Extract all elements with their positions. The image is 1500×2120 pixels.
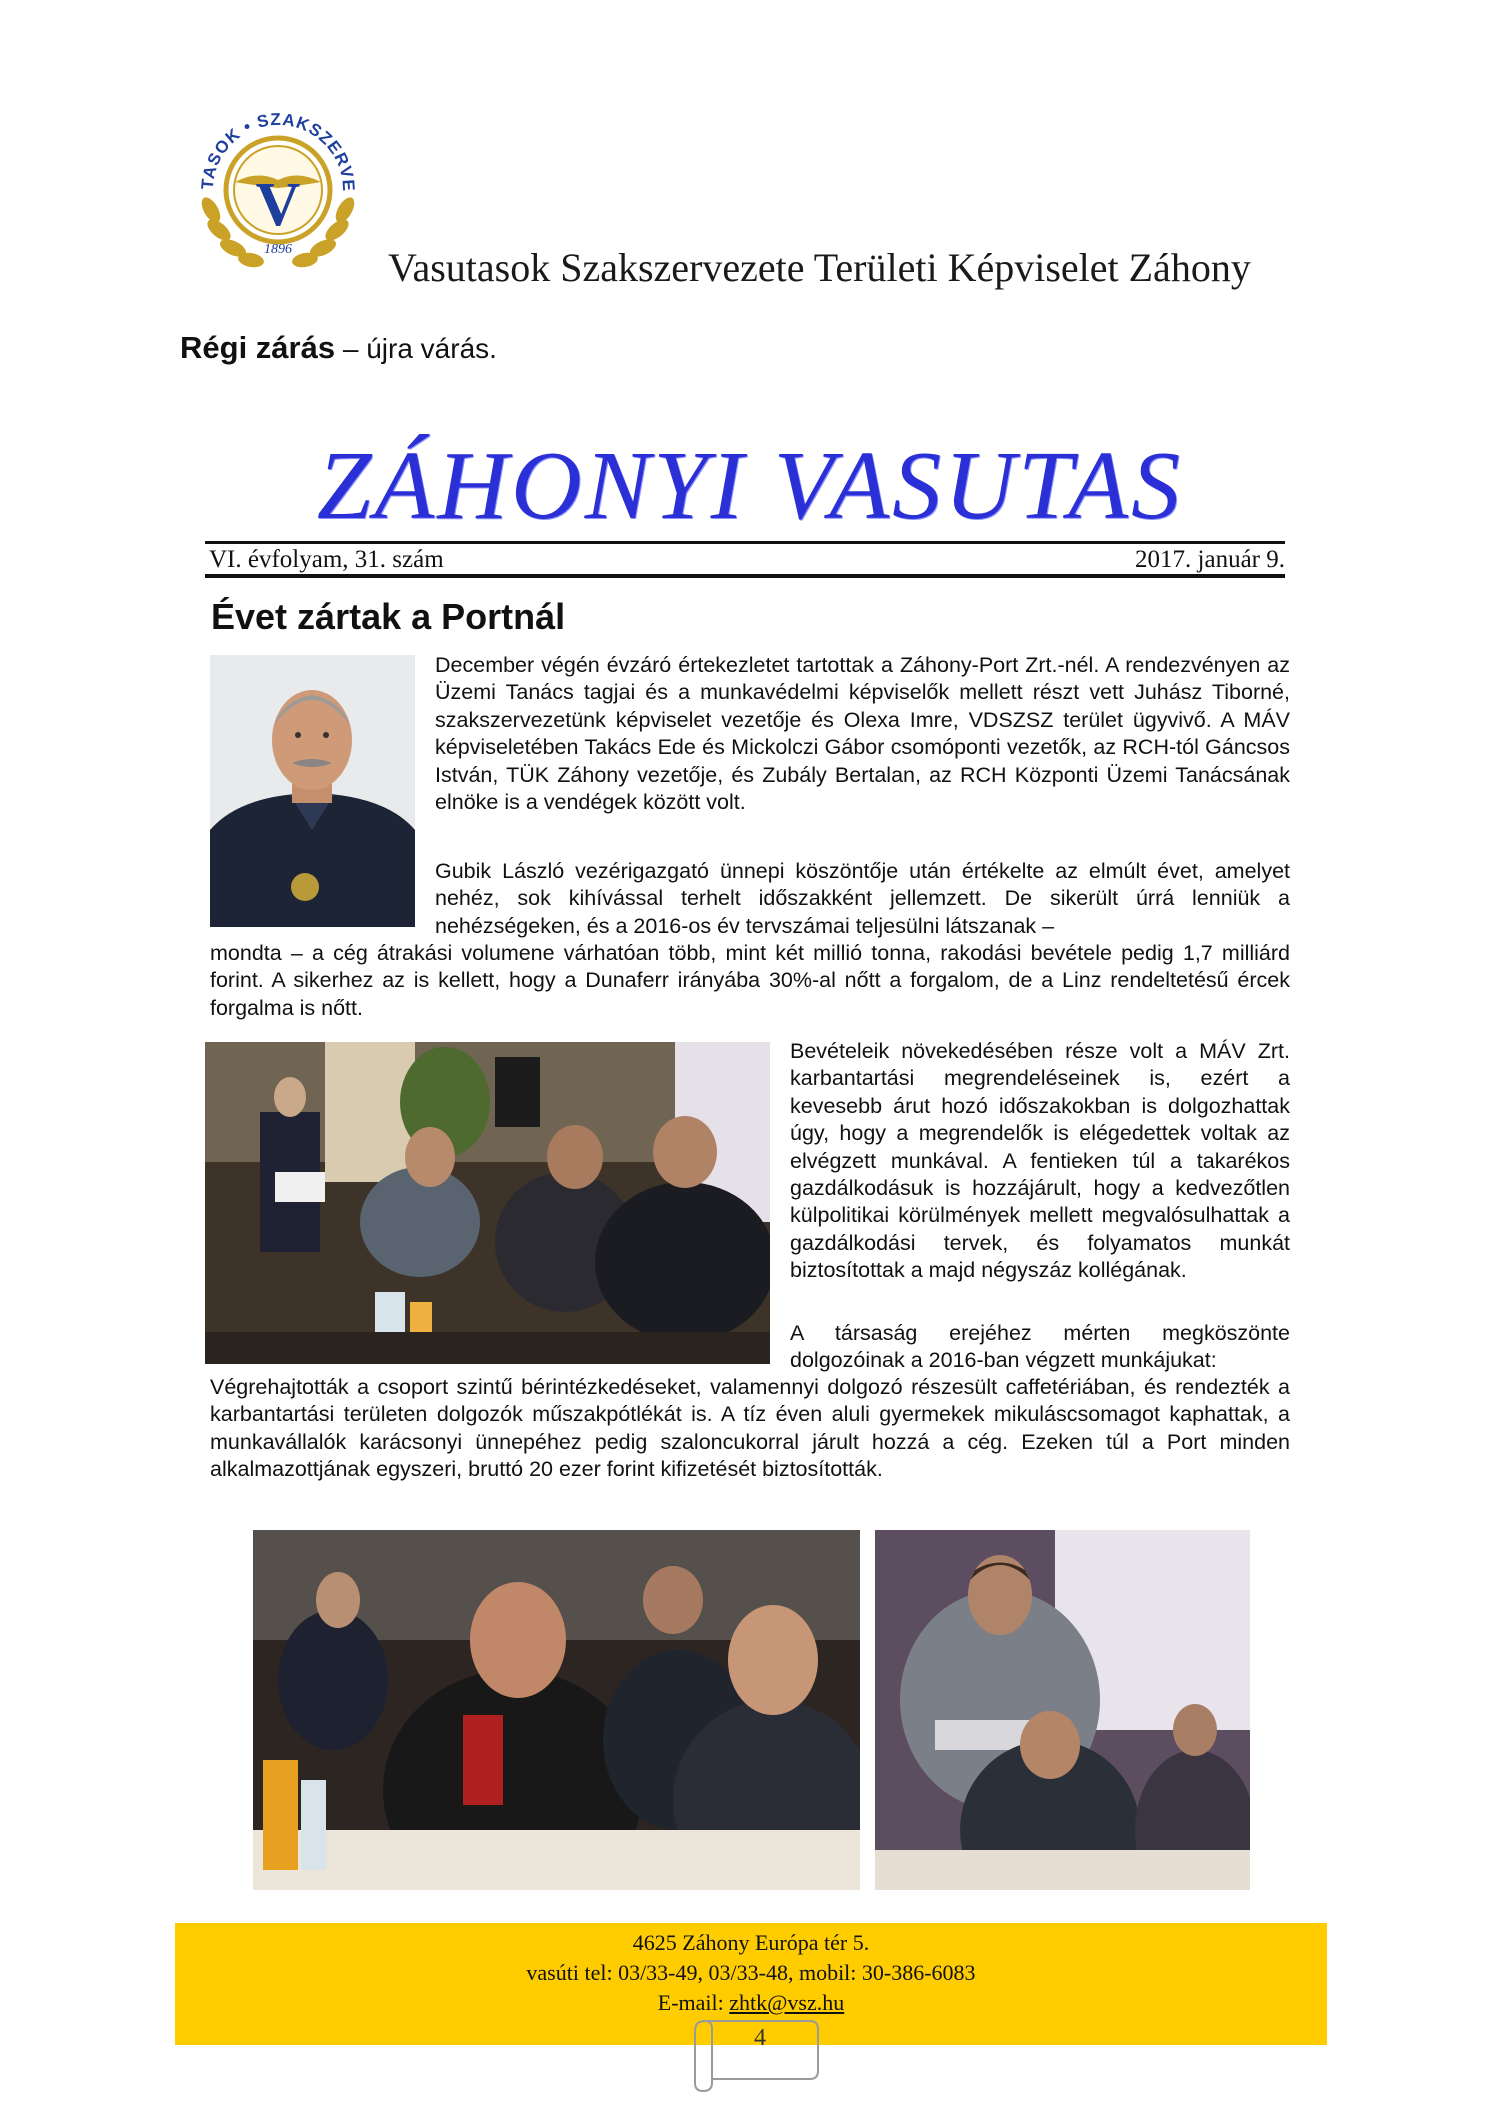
headline-rest: – újra várás.: [335, 333, 497, 364]
attendees-photo-left: [253, 1530, 860, 1890]
portrait-photo: [210, 655, 415, 927]
article-paragraph-4-end: Végrehajtották a csoport szintű bérintézkedéseket, valamennyi dolgozó részesült caffetériában, és rendezték a karbantartási területen dolgozók műszakpótlékát is. A tíz éven aluli gyermekek mikuláscsomagot kaphattak, a munkavállalók karácsonyi ünnepéhez pedig szaloncukorral járult hozzá a cég. Ezeken túl a Port minden alkalmazottjának egyszeri, bruttó 20 ezer forint kifizetését biztosították.: [210, 1375, 1290, 1482]
footer-email-label: E-mail:: [657, 1990, 730, 2015]
issue-label: VI. évfolyam, 31. szám: [209, 546, 444, 573]
newsletter-clipping: [205, 410, 1295, 1920]
article-title: Évet zártak a Portnál: [211, 596, 566, 637]
newsletter-masthead: ZÁHONYI VASUTAS: [316, 432, 1184, 540]
footer-email-link[interactable]: zhtk@vsz.hu: [729, 1990, 845, 2015]
article-paragraph-3: Bevételeik növekedésében része volt a MÁV Zrt. karbantartási megrendeléseinek is, ezért a kevesebb árut hozó időszakokban is dolgozhattak úgy, hogy a megrendelők is elégedettek voltak az elvégzett munkával. A fentieken túl a takarékos gazdálkodásuk is hozzájárult, hogy a kedvezőtlen külpolitikai körülmények mellett megvalósulhattak a gazdálkodási tervek, és folyamatos munkát biztosítottak a majd négyszáz kollégának.: [790, 1039, 1290, 1283]
footer-phones: vasúti tel: 03/33-49, 03/33-48, mobil: 30-386-6083: [526, 1960, 976, 1985]
logo-arc-text: TASOK • SZAKSZERVE: [197, 109, 359, 193]
footer-address: 4625 Záhony Európa tér 5.: [632, 1930, 870, 1955]
masthead-rule-top: [205, 541, 1285, 544]
headline-bold: Régi zárás: [180, 330, 336, 365]
issue-date: 2017. január 9.: [1135, 546, 1285, 573]
masthead-rule-bottom: [205, 574, 1285, 578]
headline: [180, 330, 497, 366]
logo-year: 1896: [264, 242, 292, 257]
page-number: 4: [754, 2025, 766, 2051]
logo-letter: V: [255, 171, 301, 239]
article-paragraph-1: December végén évzáró értekezletet tartottak a Záhony-Port Zrt.-nél. A rendezvényen az Üzemi Tanács tagjai és a munkavédelmi képviselők mellett részt vett Juhász Tiborné, szakszervezetünk képviselet vezetője és Olexa Imre, VDSZSZ terület ügyvivő. A MÁV képviseletében Takács Ede és Mickolczi Gábor csomóponti vezetők, az RCH-tól Gáncsos István, TÜK Záhony vezetője, és Zubály Bertalan, az RCH Központi Üzemi Tanácsának elnöke is a vendégek között volt.: [435, 653, 1290, 815]
union-logo: [183, 90, 373, 280]
article-paragraph-4-start: A társaság erejéhez mérten megköszönte dolgozóinak a 2016-ban végzett munkájukat:: [790, 1321, 1290, 1373]
article-paragraph-2-end: mondta – a cég átrakási volumene várhatóan több, mint két millió tonna, rakodási bevétele pedig 1,7 milliárd forint. A sikerhez az is kellett, hogy a Dunaferr irányába 30%-al nőtt a forgalom, de a Linz rendeltetésű ércek forgalma is nőtt.: [210, 941, 1290, 1020]
article-paragraph-2-start: Gubik László vezérigazgató ünnepi köszöntője után értékelte az elmúlt évet, amelyet nehéz, sok kihívással terhelt időszakként jellemzett. De sikerült úrrá lenniük a nehézségeken, és a 2016-os év tervszámai teljesülni látszanak –: [435, 859, 1290, 938]
org-name: Vasutasok Szakszervezete Területi Képviselet Záhony: [388, 245, 1251, 290]
event-room-photo: [205, 1042, 770, 1364]
attendees-photo-right: [875, 1530, 1250, 1890]
